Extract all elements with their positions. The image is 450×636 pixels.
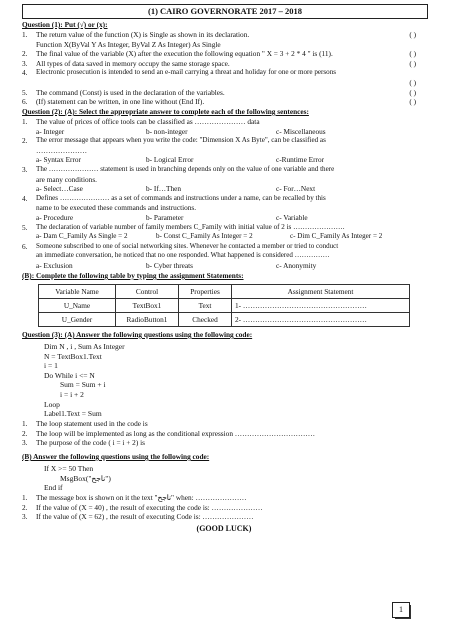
q3-question-1: The loop statement used in the code is — [36, 419, 148, 428]
q3-question-2-num: 2. — [22, 428, 28, 438]
q2-item-3-opt-c: c- For…Next — [276, 184, 316, 194]
q2-item-2-opt-c: c-Runtime Error — [276, 155, 325, 165]
q2-item-6-options — [36, 261, 426, 271]
q2-item-3-opt-b: b- If…Then — [146, 184, 182, 194]
q2-item-4-options — [36, 213, 426, 223]
q1-paren-1: ( ) — [409, 30, 416, 39]
q3-question-1-num: 1. — [22, 419, 28, 428]
table-header: Properties — [179, 285, 232, 299]
q2-item-1: The value of prices of office tools can be classified as ………………… data — [36, 117, 260, 126]
table-cell: 1- …………………………………………… — [232, 299, 410, 313]
q2-item-3: The ………………… statement is used in branching depends only on the value of one variable and there — [36, 165, 335, 173]
q2-item-6-line2: an immediate conversation, he noticed that no one responded. What happened is considered …………… — [36, 251, 330, 260]
page-header: (1) CAIRO GOVERNORATE 2017 – 2018 — [22, 4, 428, 19]
table-cell: Checked — [179, 313, 232, 327]
q3b-question-3: If the value of (X = 62) , the result of executing Code is: ………………… — [36, 512, 254, 522]
q2-item-2-num: 2. — [22, 136, 28, 146]
q3b-question-3-num: 3. — [22, 512, 28, 522]
q1-item-1-sub: Function X(ByVal Y As Integer, ByVal Z As Integer) As Single — [36, 39, 221, 49]
code-line: Do While i <= N — [44, 370, 95, 380]
q1-item-3-num: 3. — [22, 58, 28, 68]
q1-item-5-num: 5. — [22, 87, 28, 97]
q2-item-2-options — [36, 155, 426, 165]
q1-item-1: The return value of the function (X) is Single as shown in its declaration. — [36, 30, 250, 39]
q2-item-4-opt-a: a- Procedure — [36, 213, 74, 222]
q1-item-4: Electronic prosecution is intended to send an e-mail carrying a threat and holiday for one or more persons — [36, 68, 337, 77]
q2-item-3-line2: are many conditions. — [36, 174, 97, 184]
code-line: Label1.Text = Sum — [44, 409, 102, 419]
q2-item-1-opt-c: c- Miscellaneous — [276, 126, 326, 136]
q2-item-4: Defines ………………… as a set of commands and instructions under a name, can be recalled by this — [36, 193, 326, 202]
q1-paren-3: ( ) — [409, 58, 416, 68]
q1-item-4-num: 4. — [22, 68, 28, 78]
table-cell: U_Gender — [39, 313, 116, 327]
q3-title: Question (3): (A) Answer the following questions using the following code: — [22, 330, 253, 339]
q1-item-6-num: 6. — [22, 97, 28, 107]
table-header: Control — [116, 285, 179, 299]
assignment-table — [38, 284, 410, 327]
q2-item-2: The error message that appears when you write the code: "Dimension X As Byte", can be classified as — [36, 136, 326, 145]
q2-item-5-opt-a: a- Dam C_Family As Single = 2 — [36, 232, 128, 241]
q1-item-2: The final value of the variable (X) after the execution the following equation " X = 3 + 2 * 4 " is (11). — [36, 49, 333, 59]
q3b-question-2: If the value of (X = 40) , the result of executing the code is: ………………… — [36, 502, 263, 512]
code-line: Dim N , i , Sum As Integer — [44, 342, 125, 351]
q2-item-6-opt-b: b- Cyber threats — [146, 261, 194, 270]
q2-title: Question (2): (A): Select the appropriate answer to complete each of the following sentences: — [22, 107, 309, 116]
q2-item-5-options — [36, 232, 426, 242]
q2-item-1-opt-a: a- Integer — [36, 126, 65, 136]
table-header-row — [39, 285, 410, 299]
table-cell: Text — [179, 299, 232, 313]
q2-item-5-opt-b: b- Const C_Family As Integer = 2 — [156, 232, 253, 241]
q1-paren-4: ( ) — [409, 78, 416, 87]
table-cell: TextBox1 — [116, 299, 179, 313]
table-header: Variable Name — [39, 285, 116, 299]
q1-item-2-num: 2. — [22, 49, 28, 59]
q2-item-1-num: 1. — [22, 117, 28, 126]
q2-item-1-opt-b: b- non-integer — [146, 126, 188, 136]
q2-item-3-options — [36, 184, 426, 194]
q2-item-4-opt-c: c- Variable — [276, 213, 308, 222]
code-line: N = TextBox1.Text — [44, 351, 102, 361]
q2-item-6: Someone subscribed to one of social networking sites. Whenever he contacted a member or tried to conduct — [36, 241, 339, 250]
q3b-title: (B) Answer the following questions using the following code: — [22, 452, 210, 461]
code-line: MsgBox("ناجح") — [60, 473, 111, 483]
q2-item-2-line2: ………………… — [36, 145, 88, 155]
code-line: i = i + 2 — [60, 390, 84, 399]
q3-question-3: The purpose of the code ( i = i + 2) is — [36, 438, 145, 448]
table-cell: U_Name — [39, 299, 116, 313]
code-line: Sum = Sum + i — [60, 380, 106, 390]
q1-title: Question (1): Put (√) or (x): — [22, 20, 108, 29]
q2-item-6-opt-c: c- Anonymity — [276, 261, 317, 270]
q1-item-1-num: 1. — [22, 30, 28, 39]
q2-item-5-num: 5. — [22, 222, 28, 232]
q1-paren-6: ( ) — [409, 97, 416, 107]
table-row — [39, 313, 410, 327]
footer-good-luck: (GOOD LUCK) — [196, 524, 252, 533]
q2-item-1-options — [36, 127, 426, 137]
q3-question-2: The loop will be implemented as long as the conditional expression …………………………… — [36, 428, 316, 438]
q2-item-3-opt-a: a- Select…Case — [36, 184, 83, 194]
q2-item-3-num: 3. — [22, 165, 28, 174]
q2b-title: (B): Complete the following table by typing the assignment Statements: — [22, 271, 244, 280]
q3-question-3-num: 3. — [22, 438, 28, 448]
q2-item-5-opt-c: c- Dim C_Family As Integer = 2 — [290, 232, 383, 241]
q2-item-2-opt-a: a- Syntax Error — [36, 155, 81, 165]
q1-item-6: (If) statement can be written, in one line without (End If). — [36, 97, 205, 107]
q2-item-6-num: 6. — [22, 241, 28, 251]
q2-item-6-opt-a: a- Exclusion — [36, 261, 73, 270]
table-header: Assignment Statement — [232, 285, 410, 299]
q2-item-2-opt-b: b- Logical Error — [146, 155, 194, 165]
page-number: 1 — [392, 602, 410, 618]
q3b-question-1-num: 1. — [22, 493, 28, 502]
q1-paren-5: ( ) — [409, 87, 416, 97]
q3b-question-2-num: 2. — [22, 502, 28, 512]
q2-item-4-line2: name to be executed these commands and instructions. — [36, 203, 197, 213]
q1-item-5: The command (Const) is used in the declaration of the variables. — [36, 87, 225, 97]
table-row — [39, 299, 410, 313]
code-line: If X >= 50 Then — [44, 464, 94, 473]
code-line: End if — [44, 483, 63, 493]
q3b-question-1: The message box is shown on it the text "ناجح" when: ………………… — [36, 493, 247, 502]
q1-item-3: All types of data saved in memory occupy the same storage space. — [36, 58, 230, 68]
q2-item-5: The declaration of variable number of family members C_Family with initial value of 2 is …………………. — [36, 222, 345, 231]
code-line: Loop — [44, 399, 60, 409]
table-cell: 2- …………………………………………… — [232, 313, 410, 327]
q2-item-4-num: 4. — [22, 193, 28, 203]
table-cell: RadioButton1 — [116, 313, 179, 327]
q2-item-4-opt-b: b- Parameter — [146, 213, 184, 222]
q1-paren-2: ( ) — [409, 49, 416, 59]
code-line: i = 1 — [44, 361, 58, 371]
